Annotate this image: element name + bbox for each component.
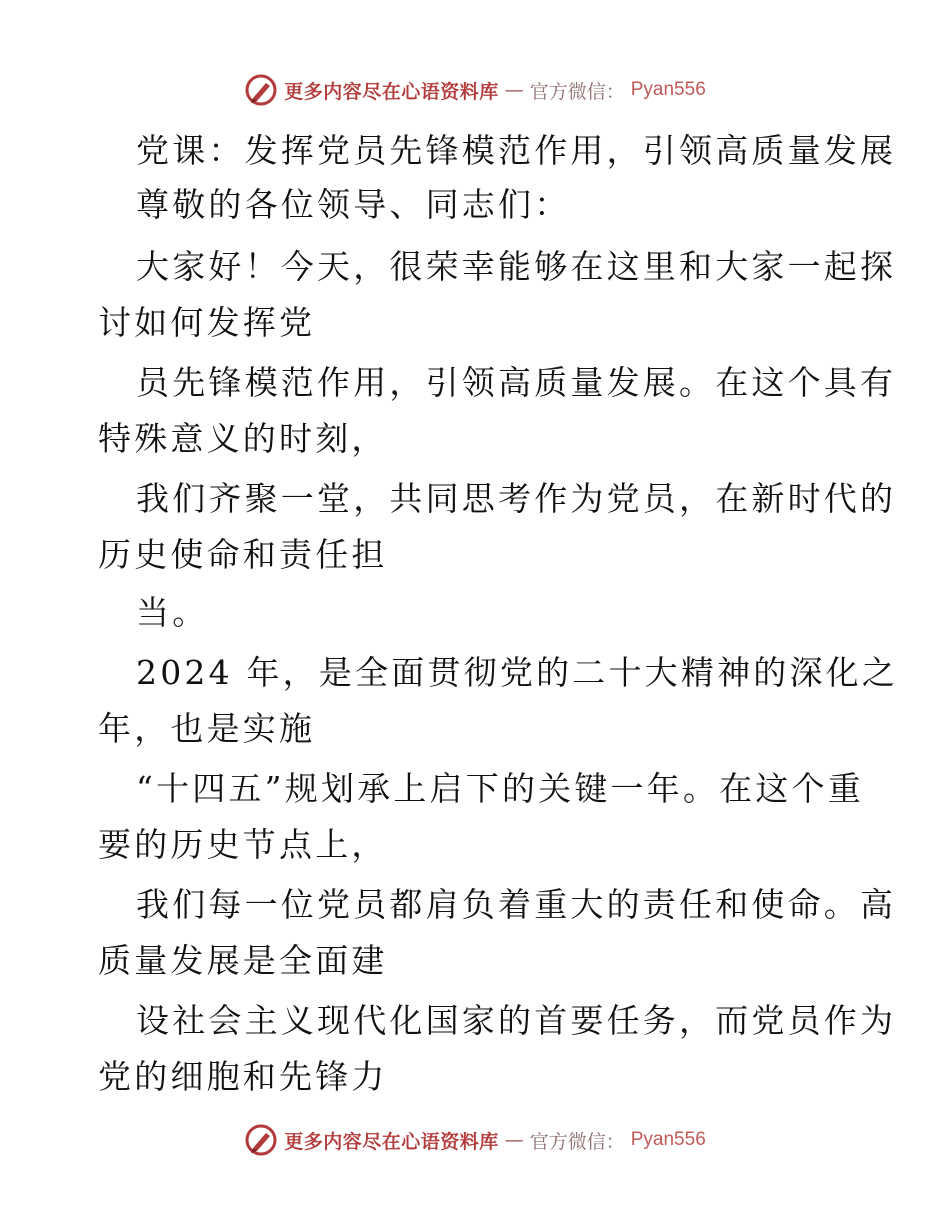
pen-logo-icon (244, 73, 278, 107)
footer-watermark (0, 1120, 950, 1160)
watermark-text: 更多内容尽在心语资料库 (284, 80, 499, 103)
text-line: 历史使命和责任担 (98, 535, 388, 574)
text-line: 我们每一位党员都肩负着重大的责任和使命。高 (136, 885, 897, 924)
watermark-dash: — (504, 1129, 524, 1151)
text-line: 2024 年，是全面贯彻党的二十大精神的深化之 (136, 653, 899, 692)
text-line: 质量发展是全面建 (98, 941, 388, 980)
text-line: 我们齐聚一堂，共同思考作为党员，在新时代的 (136, 479, 897, 518)
watermark-id: Pyan556 (630, 79, 706, 100)
text-line: 要的历史节点上， (98, 825, 388, 864)
document-title: 党课：发挥党员先锋模范作用，引领高质量发展 (136, 131, 897, 170)
watermark-dash: — (504, 79, 524, 101)
text-line: 当。 (136, 593, 209, 632)
text-line: 特殊意义的时刻， (98, 419, 388, 458)
text-line: 年，也是实施 (98, 709, 316, 748)
text-line: 大家好！今天，很荣幸能够在这里和大家一起探 (136, 247, 897, 286)
text-line: 党的细胞和先锋力 (98, 1057, 388, 1096)
watermark-label: 官方微信： (529, 80, 625, 103)
header-watermark (0, 70, 950, 110)
watermark-id: Pyan556 (630, 1129, 706, 1150)
text-line: 设社会主义现代化国家的首要任务，而党员作为 (136, 1001, 897, 1040)
watermark-label: 官方微信： (529, 1130, 625, 1153)
text-line: 员先锋模范作用，引领高质量发展。在这个具有 (136, 363, 897, 402)
text-line: 讨如何发挥党 (98, 303, 316, 342)
watermark-text: 更多内容尽在心语资料库 (284, 1130, 499, 1153)
text-line: “十四五”规划承上启下的关键一年。在这个重 (136, 769, 864, 808)
pen-logo-icon (244, 1123, 278, 1157)
salutation: 尊敬的各位领导、同志们： (136, 185, 571, 224)
